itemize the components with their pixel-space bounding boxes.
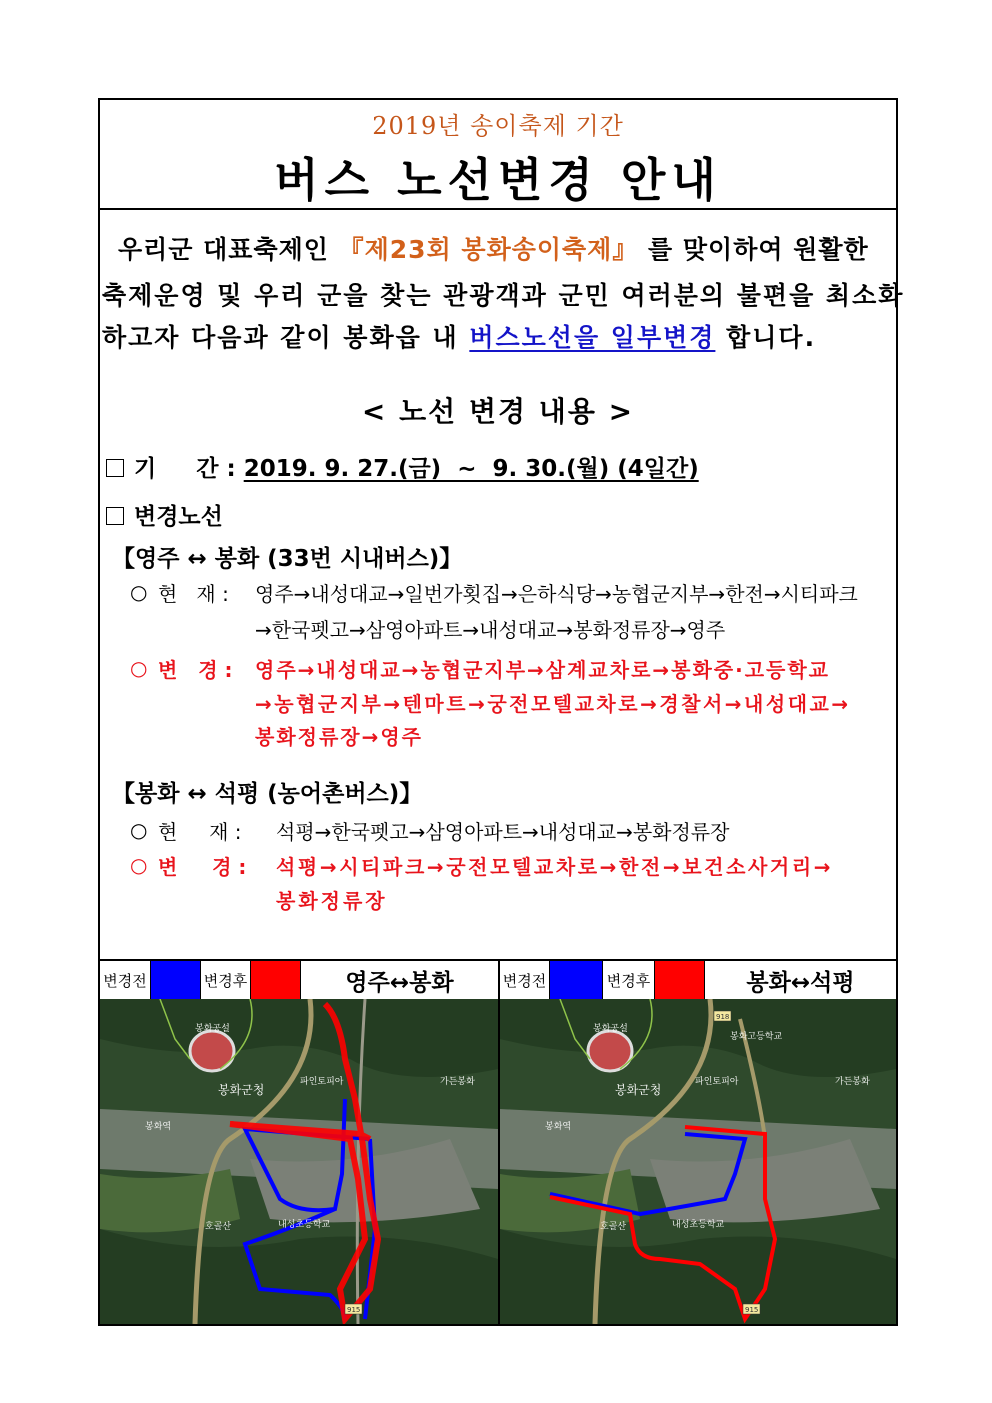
map-2-legend: [500, 959, 896, 1001]
map-label: 내성초등학교: [672, 1220, 725, 1230]
after-label: 변경후: [201, 961, 251, 999]
route-2-changed-label: 변 경 :: [158, 855, 247, 879]
route-change-link[interactable]: 버스노선을 일부변경: [469, 323, 716, 352]
map-label: 가든봉화: [440, 1077, 475, 1087]
map-label: 파인토피아: [695, 1077, 739, 1087]
map-2-title: 봉화↔석평: [746, 969, 855, 996]
bullet-icon: ○: [130, 818, 148, 842]
after-label: 변경후: [603, 961, 655, 999]
map-label: 봉화역: [545, 1122, 572, 1132]
changed-routes-label: 변경노선: [134, 504, 223, 530]
route-1-current-line-1: 영주→내성대교→일번가횟집→은하식당→농협군지부→한전→시티파크: [255, 582, 858, 606]
map-1-legend: [100, 959, 498, 1001]
bullet-icon: ○: [130, 580, 148, 604]
before-label: 변경전: [500, 961, 550, 999]
route-2-current-label: 현 재 :: [158, 820, 242, 844]
period-value: 2019. 9. 27.(금) ~ 9. 30.(월) (4일간): [243, 456, 699, 482]
intro-text: 를 맞이하여 원활한: [648, 235, 869, 264]
title-area: [100, 100, 896, 210]
map-label: 호골산: [205, 1222, 232, 1232]
route-1-changed-line-2: →농협군지부→텐마트→궁전모텔교차로→경찰서→내성대교→: [255, 692, 851, 716]
route-1-title: 【영주 ↔ 봉화 (33번 시내버스)】: [112, 546, 463, 572]
map-label: 봉화공설: [195, 1024, 230, 1034]
route-1-changed-line-3: 봉화정류장→영주: [255, 725, 423, 749]
notice-frame: [98, 98, 905, 1326]
map-1-yeongju-bonghwa: [100, 999, 498, 1324]
intro-line-3: [102, 318, 816, 354]
route-2-title: 【봉화 ↔ 석평 (농어촌버스)】: [112, 781, 423, 807]
period-row: [106, 450, 699, 483]
satellite-map: [100, 999, 498, 1324]
map-label: 가든봉화: [835, 1077, 870, 1087]
changed-routes-heading: [106, 498, 223, 531]
map-label: 봉화군청: [218, 1083, 265, 1097]
route-1-changed-line-1: 영주→내성대교→농협군지부→삼계교차로→봉화중·고등학교: [255, 658, 830, 682]
road-sign: 915: [347, 1306, 361, 1314]
intro-text: 우리군 대표축제인: [118, 235, 329, 264]
satellite-map: [500, 999, 896, 1324]
map-1-title: 영주↔봉화: [345, 969, 454, 996]
before-color-swatch: [151, 961, 201, 999]
map-label: 봉화고등학교: [730, 1032, 783, 1042]
map-label: 봉화공설: [593, 1024, 628, 1034]
notice-title: 버스 노선변경 안내: [274, 153, 722, 207]
after-color-swatch: [251, 961, 301, 999]
notice-subtitle: 2019년 송이축제 기간: [372, 112, 624, 140]
bullet-icon: ○: [130, 656, 148, 680]
map-2-bonghwa-seokpyeong: [500, 999, 896, 1324]
intro-line-2: 축제운영 및 우리 군을 찾는 관광객과 군민 여러분의 불편을 최소화: [102, 281, 905, 310]
intro-text: 하고자 다음과 같이 봉화읍 내: [102, 323, 459, 352]
checkbox-icon: [106, 459, 124, 477]
map-divider: [498, 959, 500, 1324]
route-2-changed-line-2: 봉화정류장: [276, 889, 388, 913]
checkbox-icon: [106, 507, 124, 525]
before-label: 변경전: [100, 961, 151, 999]
road-sign: 915: [745, 1306, 759, 1314]
map-label: 내성초등학교: [278, 1220, 331, 1230]
before-color-swatch: [550, 961, 603, 999]
intro-text: 합니다.: [726, 323, 817, 352]
road-sign: 918: [716, 1013, 730, 1021]
route-1-current-line-2: →한국펫고→삼영아파트→내성대교→봉화정류장→영주: [255, 618, 726, 642]
route-1-current-label: 현 재 :: [158, 582, 229, 606]
intro-line-1: [118, 230, 869, 266]
bullet-icon: ○: [130, 853, 148, 877]
route-2-changed-line-1: 석평→시티파크→궁전모텔교차로→한전→보건소사거리→: [276, 855, 834, 879]
route-2-current-line-1: 석평→한국펫고→삼영아파트→내성대교→봉화정류장: [276, 820, 730, 844]
map-label: 파인토피아: [300, 1077, 344, 1087]
section-title: < 노선 변경 내용 >: [361, 395, 635, 428]
map-label: 봉화군청: [615, 1083, 662, 1097]
map-label: 봉화역: [145, 1122, 172, 1132]
map-label: 호골산: [600, 1222, 627, 1232]
route-1-changed-label: 변 경 :: [158, 658, 233, 682]
after-color-swatch: [655, 961, 705, 999]
period-label: 기 간 :: [134, 456, 236, 482]
festival-name: 『제23회 봉화송이축제』: [338, 235, 639, 264]
